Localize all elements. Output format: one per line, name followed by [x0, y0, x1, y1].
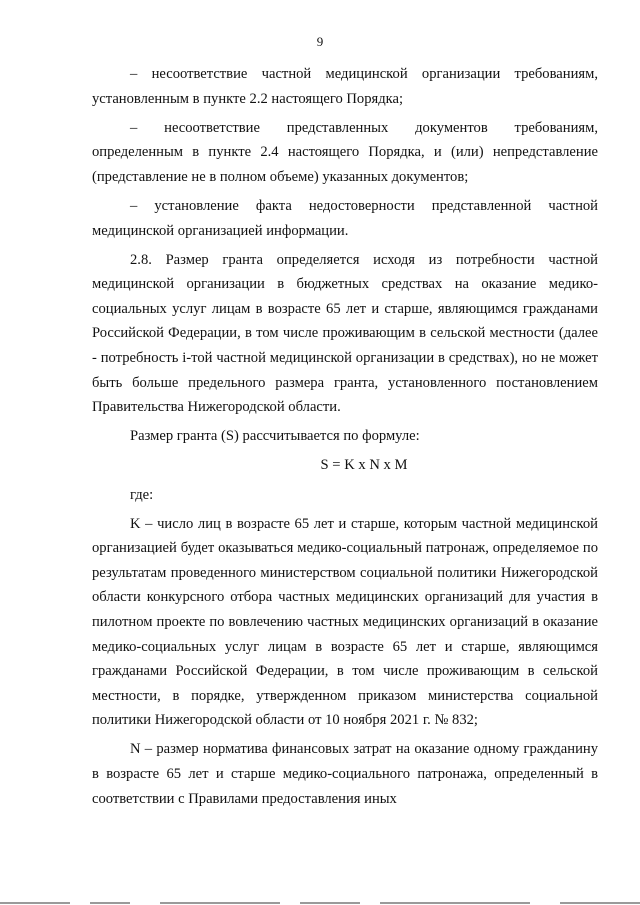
paragraph-grant-size: 2.8. Размер гранта определяется исходя из потребности частной медицинской организации в бюджетных средствах на оказание медико-социальных услуг лицам в возрасте 65 лет и старше, являющимся гражданами Российской Федерации, в том числе проживающим в сельской местности (далее - потребность i-той частной медицинской организации в средствах), но не может быть больше предельного размера гранта, установленного постановлением Правительства Нижегородской области. [92, 251, 598, 416]
paragraph-formula-intro: Размер гранта (S) рассчитывается по формуле: [130, 428, 420, 445]
scan-edge-artifact [0, 897, 640, 905]
page-number: 9 [316, 34, 324, 49]
grant-formula: S = K x N x M [320, 457, 408, 474]
definition-n: N – размер норматива финансовых затрат на оказание одному гражданину в возрасте 65 лет и старше медико-социального патронажа, определенный в соответствии с Правилами предоставления иных [92, 741, 598, 807]
document-body [92, 62, 598, 816]
paragraph-noncompliance-documents: – несоответствие представленных документов требованиям, определенным в пункте 2.4 настоящего Порядка, и (или) непредставление (представление не в полном объеме) указанных документов; [92, 119, 598, 185]
paragraph-false-information: – установление факта недостоверности представленной частной медицинской организацией информации. [92, 197, 598, 239]
definition-k: K – число лиц в возрасте 65 лет и старше, которым частной медицинской организацией будет оказываться медико-социальный патронаж, определяемое по результатам проведенного министерством социальной политики Нижегородской области конкурсного отбора частных медицинских организаций для участия в пилотном проекте по вовлечению частных медицинских организаций в оказание медико-социальных услуг лицам в возрасте 65 лет и старше, являющимся гражданами Российской Федерации, в том числе проживающим в сельской местности, в порядке, утвержденном приказом министерства социальной политики Нижегородской области от 10 ноября 2021 г. № 832; [92, 515, 598, 729]
where-label: где: [130, 486, 154, 503]
paragraph-noncompliance-requirements: – несоответствие частной медицинской организации требованиям, установленным в пункте 2.2 настоящего Порядка; [92, 66, 598, 107]
